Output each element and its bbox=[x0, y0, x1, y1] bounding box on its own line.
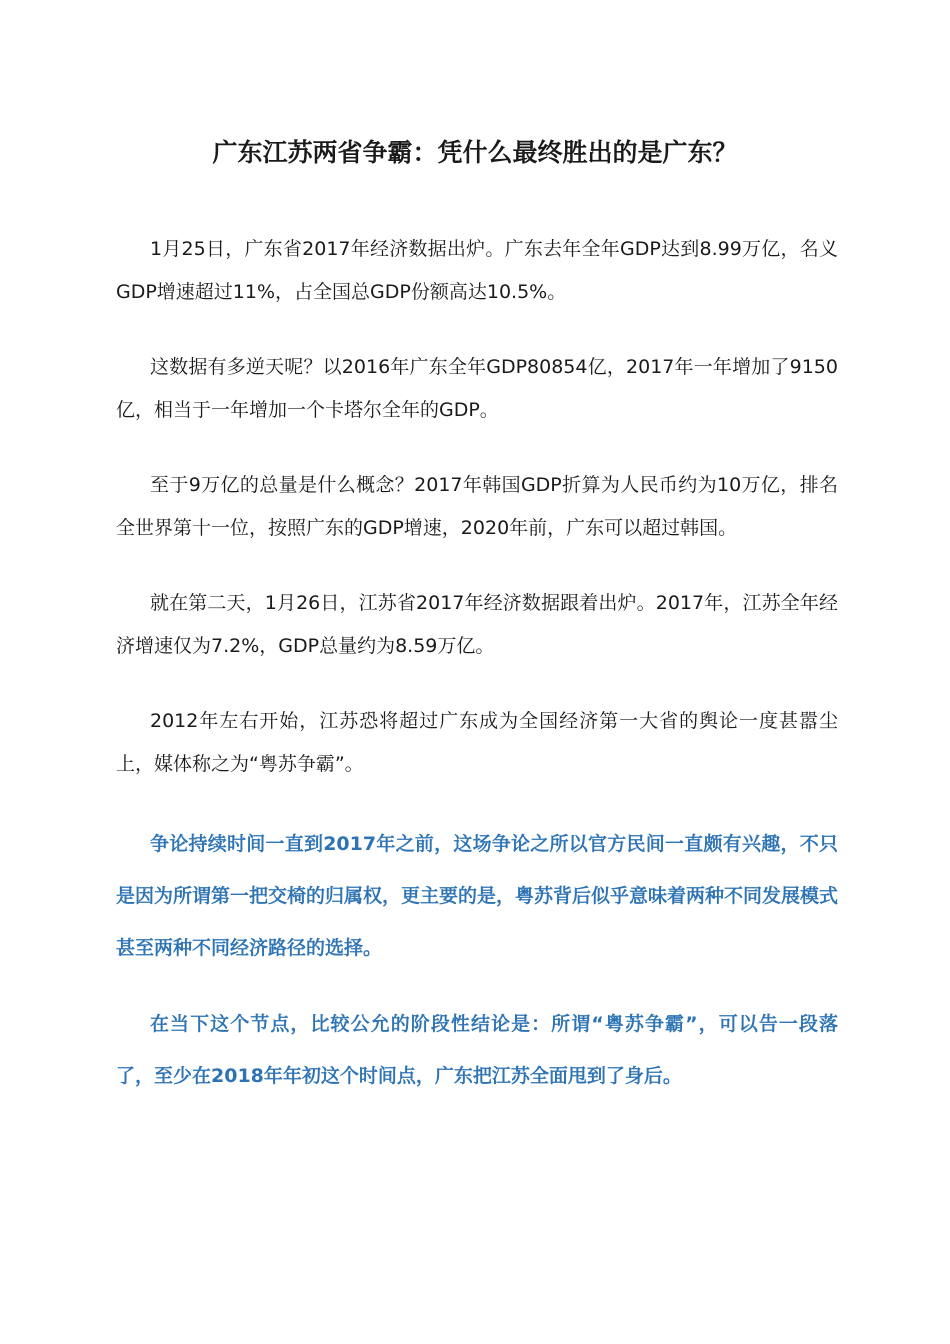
paragraph-1: 1月25日，广东省2017年经济数据出炉。广东去年全年GDP达到8.99万亿，名义GDP增速超过11%，占全国总GDP份额高达10.5%。 bbox=[116, 238, 838, 303]
highlighted-paragraph-2: 在当下这个节点，比较公允的阶段性结论是：所谓“粤苏争霸”，可以告一段落了，至少在2018年年初这个时间点，广东把江苏全面甩到了身后。 bbox=[116, 1013, 838, 1087]
document-title: 广东江苏两省争霸：凭什么最终胜出的是广东？ bbox=[212, 138, 738, 167]
paragraph-2: 这数据有多逆天呢？以2016年广东全年GDP80854亿，2017年一年增加了9150亿，相当于一年增加一个卡塔尔全年的GDP。 bbox=[116, 356, 838, 421]
paragraph-3: 至于9万亿的总量是什么概念？2017年韩国GDP折算为人民币约为10万亿，排名全世界第十一位，按照广东的GDP增速，2020年前，广东可以超过韩国。 bbox=[116, 474, 838, 539]
highlighted-paragraph-1: 争论持续时间一直到2017年之前，这场争论之所以官方民间一直颇有兴趣，不只是因为所谓第一把交椅的归属权，更主要的是，粤苏背后似乎意味着两种不同发展模式甚至两种不同经济路径的选择。 bbox=[116, 833, 839, 959]
paragraph-4: 就在第二天，1月26日，江苏省2017年经济数据跟着出炉。2017年，江苏全年经济增速仅为7.2%，GDP总量约为8.59万亿。 bbox=[116, 592, 838, 657]
paragraph-5: 2012年左右开始，江苏恐将超过广东成为全国经济第一大省的舆论一度甚嚣尘上，媒体称之为“粤苏争霸”。 bbox=[116, 710, 838, 775]
document-body bbox=[116, 228, 838, 1126]
